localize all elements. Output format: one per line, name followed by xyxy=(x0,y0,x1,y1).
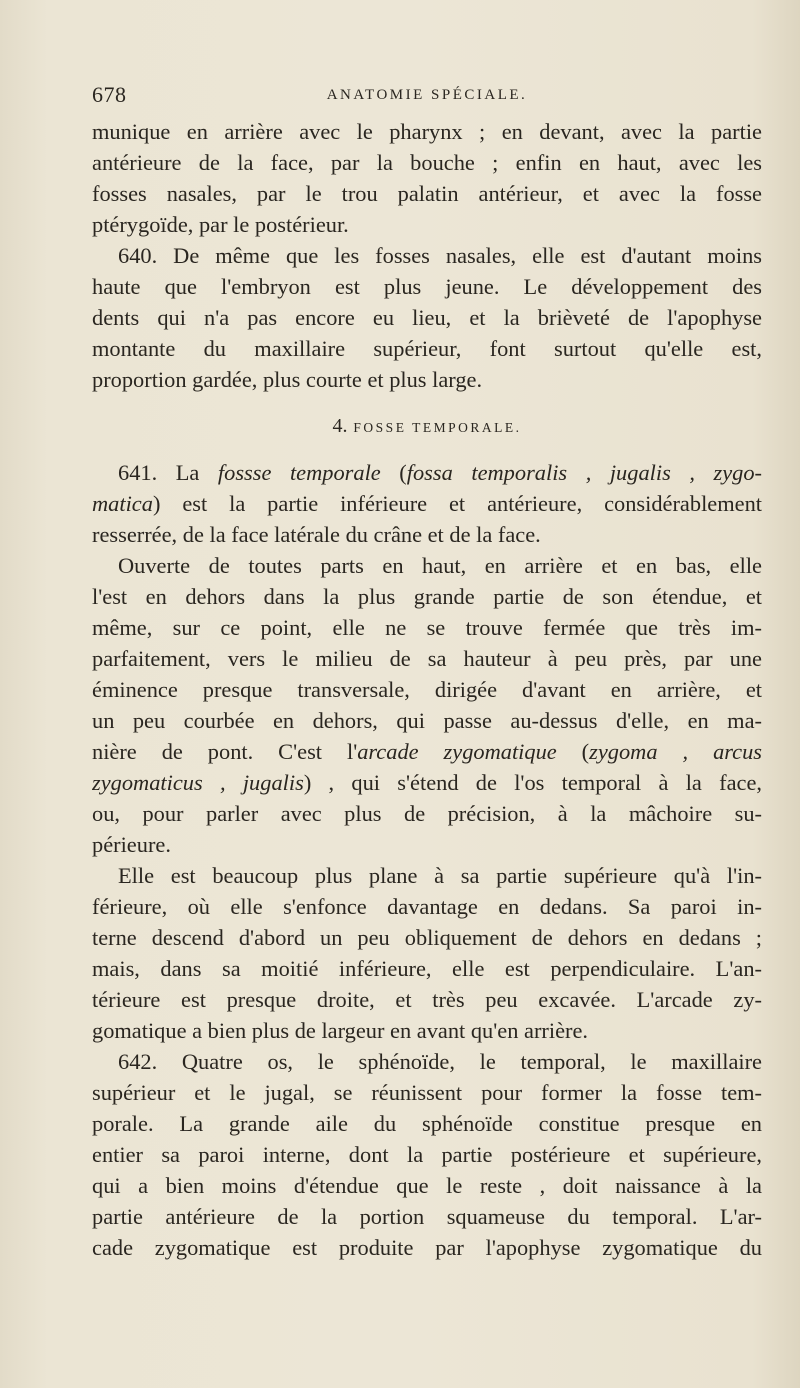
text-line: partie antérieure de la portion squameuse du temporal. L'ar- xyxy=(92,1204,762,1229)
text-line: montante du maxillaire supérieur, font surtout qu'elle est, xyxy=(92,336,762,361)
section-number: 4. xyxy=(332,415,348,437)
text-line: qui a bien moins d'étendue que le reste , doit naissance à la xyxy=(92,1173,762,1198)
italic-term: matica xyxy=(92,491,153,516)
text-line xyxy=(92,457,762,488)
italic-term: fossse temporale xyxy=(217,460,381,485)
text-line: éminence presque transversale, dirigée d'avant en arrière, et xyxy=(92,677,762,702)
paragraph-continued xyxy=(92,116,762,240)
paragraph-641 xyxy=(92,457,762,550)
text-line: l'est en dehors dans la plus grande partie de son étendue, et xyxy=(92,584,762,609)
text-line: dents qui n'a pas encore eu lieu, et la brièveté de l'apophyse xyxy=(92,305,762,330)
paragraph-ouverte xyxy=(92,550,762,860)
text-line: férieure, où elle s'enfonce davantage en dedans. Sa paroi in- xyxy=(92,894,762,919)
text-line: térieure est presque droite, et très peu excavée. L'arcade zy- xyxy=(92,987,762,1012)
text-span: ) est la partie inférieure et antérieure, considérablement xyxy=(152,491,762,516)
text-line: même, sur ce point, elle ne se trouve fermée que très im- xyxy=(92,615,762,640)
text-line xyxy=(92,736,762,767)
text-line: antérieure de la face, par la bouche ; enfin en haut, avec les xyxy=(92,150,762,175)
italic-term: zygoma , arcus xyxy=(589,739,762,764)
text-line: proportion gardée, plus courte et plus large. xyxy=(92,367,483,392)
italic-term: zygomaticus , jugalis xyxy=(92,770,304,795)
italic-term: fossa temporalis , jugalis , zygo- xyxy=(406,460,762,485)
text-span: ( xyxy=(380,460,407,485)
text-line: Elle est beaucoup plus plane à sa partie supérieure qu'à l'in- xyxy=(118,863,762,888)
text-line: porale. La grande aile du sphénoïde constitue presque en xyxy=(92,1111,762,1136)
text-line: parfaitement, vers le milieu de sa hauteur à peu près, par une xyxy=(92,646,762,671)
text-line: cade zygomatique est produite par l'apophyse zygomatique du xyxy=(92,1235,762,1260)
paragraph-642 xyxy=(92,1046,762,1263)
page-number: 678 xyxy=(92,82,127,107)
text-line: terne descend d'abord un peu obliquement de dehors en dedans ; xyxy=(92,925,762,950)
text-line: mais, dans sa moitié inférieure, elle est perpendiculaire. L'an- xyxy=(92,956,762,981)
text-line: gomatique a bien plus de largeur en avant qu'en arrière. xyxy=(92,1018,589,1043)
paragraph-elle xyxy=(92,860,762,1046)
text-line: ou, pour parler avec plus de précision, à la mâchoire su- xyxy=(92,801,762,826)
text-line: 640. De même que les fosses nasales, elle est d'autant moins xyxy=(118,243,762,268)
text-line: un peu courbée en dehors, qui passe au-dessus d'elle, en ma- xyxy=(92,708,762,733)
text-span: ) , qui s'étend de l'os temporal à la face, xyxy=(303,770,762,795)
italic-term: arcade zygomatique xyxy=(357,739,557,764)
text-line: supérieur et le jugal, se réunissent pour former la fosse tem- xyxy=(92,1080,762,1105)
text-line: périeure. xyxy=(92,832,171,857)
section-heading xyxy=(92,395,762,457)
text-span: nière de pont. C'est l' xyxy=(92,739,358,764)
page-header xyxy=(92,82,762,114)
text-line xyxy=(92,488,762,519)
text-line xyxy=(92,767,762,798)
text-line: fosses nasales, par le trou palatin antérieur, et avec la fosse xyxy=(92,181,762,206)
paragraph-640 xyxy=(92,240,762,395)
text-line: 642. Quatre os, le sphénoïde, le temporal, le maxillaire xyxy=(118,1049,762,1074)
text-line: munique en arrière avec le pharynx ; en devant, avec la partie xyxy=(92,119,762,144)
text-line: resserrée, de la face latérale du crâne et de la face. xyxy=(92,522,541,547)
text-line: Ouverte de toutes parts en haut, en arrière et en bas, elle xyxy=(118,553,762,578)
text-span: ( xyxy=(556,739,590,764)
running-title: ANATOMIE SPÉCIALE. xyxy=(326,87,528,103)
text-line: haute que l'embryon est plus jeune. Le développement des xyxy=(92,274,762,299)
page-body xyxy=(92,116,762,1263)
text-span: 641. La xyxy=(118,460,218,485)
text-line: ptérygoïde, par le postérieur. xyxy=(92,212,349,237)
section-title: FOSSE TEMPORALE. xyxy=(353,420,522,435)
text-line: entier sa paroi interne, dont la partie postérieure et supérieure, xyxy=(92,1142,762,1167)
